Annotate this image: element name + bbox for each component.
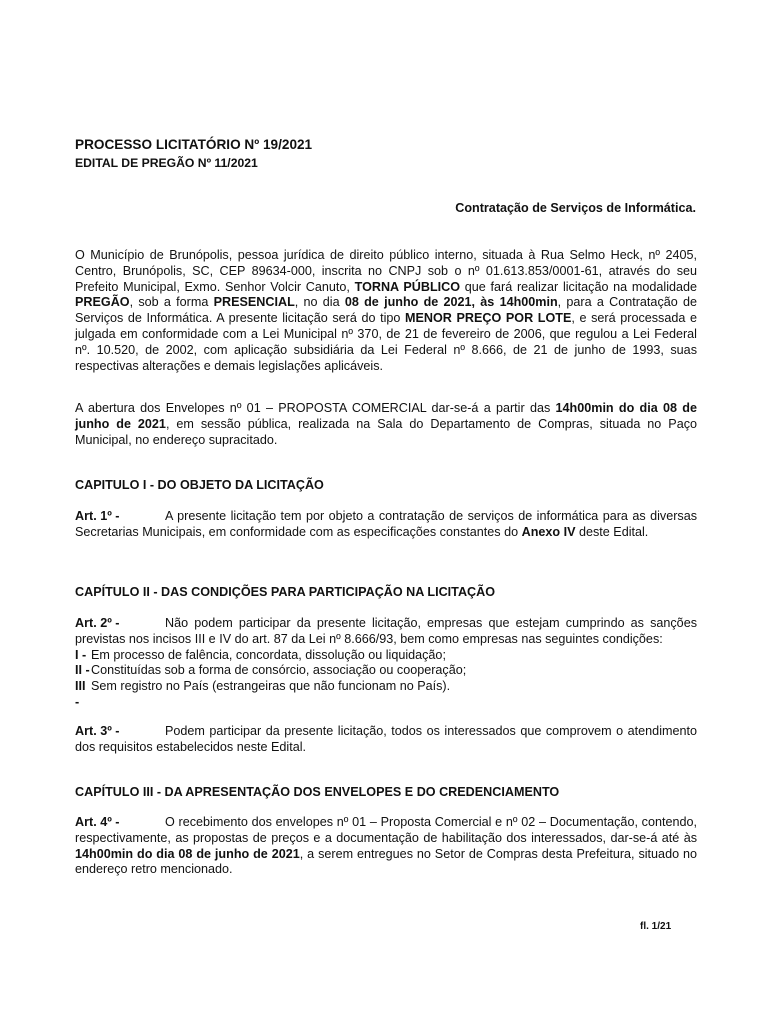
opening-paragraph: A abertura dos Envelopes nº 01 – PROPOSTA COMERCIAL dar-se-á a partir das 14h00min do dia 08 de junho de 2021, em sessão pública, realizada na Sala do Departamento de Compras, situada no Paço Municipal, no endereço supracitado. bbox=[75, 401, 698, 447]
article-3-label: Art. 3º - bbox=[75, 724, 120, 738]
chapter-1-heading: CAPITULO I - DO OBJETO DA LICITAÇÃO bbox=[75, 478, 324, 492]
article-4-label: Art. 4º - bbox=[75, 815, 120, 829]
article-4: Art. 4º - O recebimento dos envelopes nº 01 – Proposta Comercial e nº 02 – Documentação, contendo, respectivamente, as propostas de preços e a documentação de habilitação dos interessados, dar-se-á até às 14h00min do dia 08 de junho de 2021, a serem entregues no Setor de Compras desta Prefeitura, situado no endereço retro mencionado. bbox=[75, 815, 697, 877]
intro-paragraph: O Município de Brunópolis, pessoa jurídica de direito público interno, situada à Rua Selmo Heck, nº 2405, Centro, Brunópolis, SC, CEP 89634-000, inscrita no CNPJ sob o nº 01.613.853/0001-61, através do seu Prefeito Municipal, Exmo. Senhor Volcir Canuto, TORNA PÚBLICO que fará realizar licitação na modalidade PREGÃO, sob a forma PRESENCIAL, no dia 08 de junho de 2021, às 14h00min, para a Contratação de Serviços de Informática. A presente licitação será do tipo MENOR PREÇO POR LOTE, e será processada e julgada em conformidade com a Lei Municipal nº 370, de 21 de fevereiro de 2006, que regulou a Lei Federal nº. 10.520, de 2002, com aplicação subsidiária da Lei Federal nº 8.666, de 21 de junho de 1993, suas respectivas alterações e demais legislações aplicáveis. bbox=[75, 248, 698, 373]
object-subtitle: Contratação de Serviços de Informática. bbox=[455, 201, 696, 215]
list-item: II - Constituídas sob a forma de consórcio, associação ou cooperação; bbox=[75, 663, 467, 678]
page-number: fl. 1/21 bbox=[640, 921, 672, 932]
article-2 bbox=[75, 616, 697, 711]
list-item: III - Sem registro no País (estrangeiras que não funcionam no País). bbox=[75, 679, 451, 709]
process-title: PROCESSO LICITATÓRIO Nº 19/2021 bbox=[75, 137, 313, 152]
article-1: Art. 1º - A presente licitação tem por objeto a contratação de serviços de informática para as diversas Secretarias Municipais, em conformidade com as especificações constantes do Anexo IV deste Edital. bbox=[75, 509, 697, 539]
edital-title: EDITAL DE PREGÃO Nº 11/2021 bbox=[75, 156, 258, 170]
article-2-label: Art. 2º - bbox=[75, 616, 120, 630]
chapter-2-heading: CAPÍTULO II - DAS CONDIÇÕES PARA PARTICIPAÇÃO NA LICITAÇÃO bbox=[75, 585, 496, 599]
article-3: Art. 3º - Podem participar da presente licitação, todos os interessados que comprovem o atendimento dos requisitos estabelecidos neste Edital. bbox=[75, 724, 697, 754]
list-item: I - Em processo de falência, concordata, dissolução ou liquidação; bbox=[75, 647, 446, 662]
article-1-label: Art. 1º - bbox=[75, 509, 120, 523]
article-2-text: Não podem participar da presente licitação, empresas que estejam cumprindo as sanções previstas nos incisos III e IV do art. 87 da Lei nº 8.666/93, bem como empresas nas seguintes condições: bbox=[75, 616, 697, 646]
chapter-3-heading: CAPÍTULO III - DA APRESENTAÇÃO DOS ENVELOPES E DO CREDENCIAMENTO bbox=[75, 785, 560, 799]
